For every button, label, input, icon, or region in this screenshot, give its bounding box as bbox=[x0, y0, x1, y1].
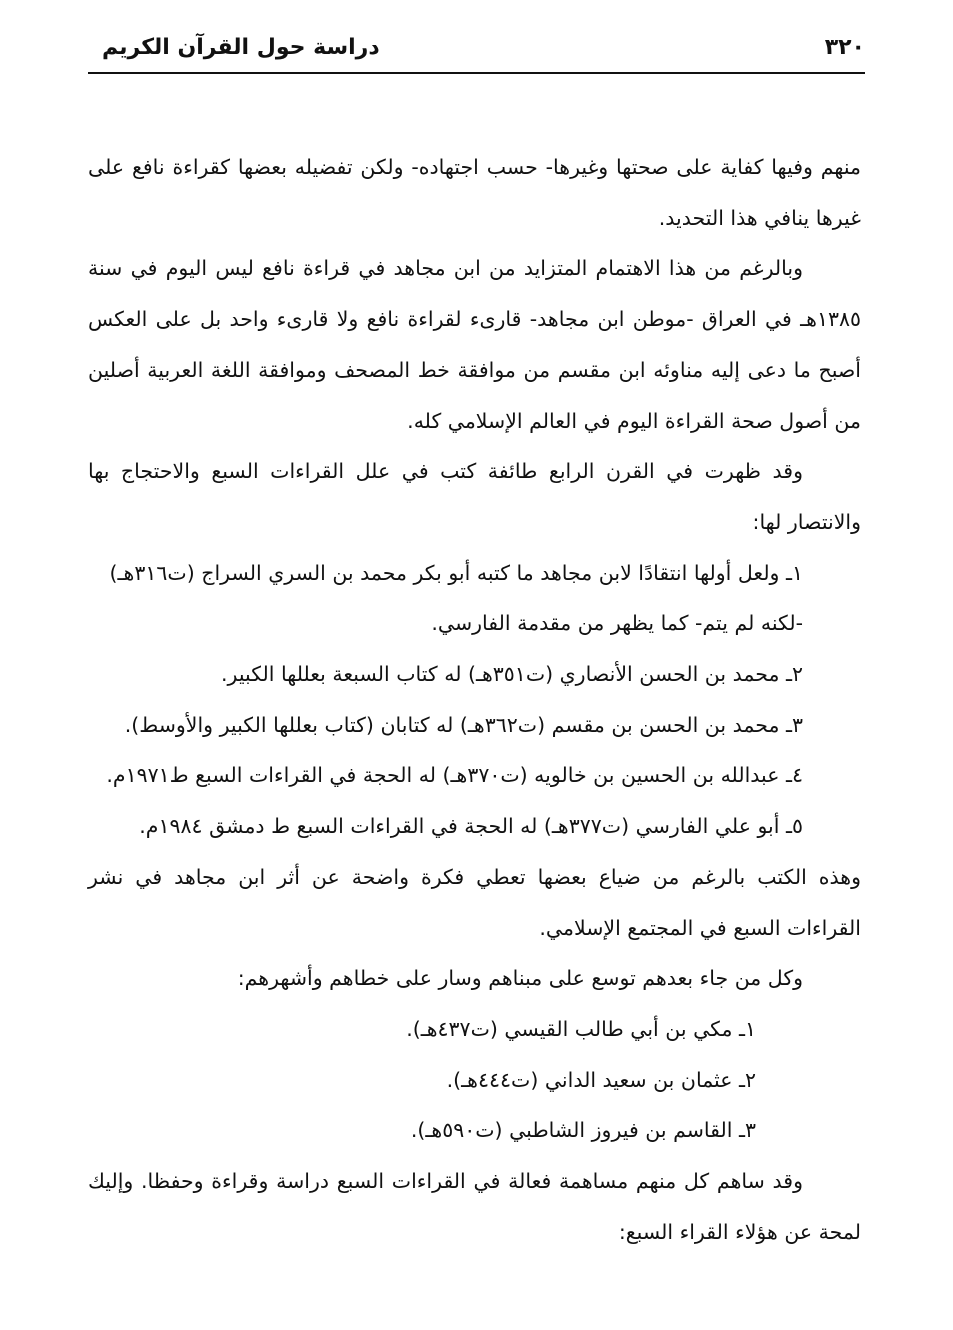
paragraph-books-summary: وهذه الكتب بالرغم من ضياع بعضها تعطي فكرة واضحة عن أثر ابن مجاهد في نشر القراءات السبع في المجتمع الإسلامي. bbox=[88, 864, 861, 940]
body-text bbox=[88, 142, 861, 1257]
paragraph-fourth-century-books: وقد ظهرت في القرن الرابع طائفة كتب في علل القراءات السبع والاحتجاج بها والانتصار لها: bbox=[88, 459, 861, 534]
paragraph-conclusion: وقد ساهم كل منهم مساهمة فعالة في القراءات السبع دراسة وقراءة وحفظا. وإليك لمحة عن هؤلاء القراء السبع: bbox=[88, 1169, 861, 1244]
list-item-1 bbox=[88, 548, 861, 649]
list-item-4: ٤ـ عبدالله بن الحسين بن خالويه (ت٣٧٠هـ) له الحجة في القراءات السبع ط١٩٧١م. bbox=[106, 763, 803, 788]
list-item-2: ٢ـ محمد بن الحسن الأنصاري (ت٣٥١هـ) له كتاب السبعة بعللها الكبير. bbox=[221, 662, 803, 687]
running-title: دراسة حول القرآن الكريم bbox=[102, 35, 380, 60]
header-divider bbox=[88, 72, 865, 74]
list-item-3: ٣ـ محمد بن الحسن بن مقسم (ت٣٦٢هـ) له كتابان (كتاب بعللها الكبير والأوسط). bbox=[124, 712, 803, 737]
paragraph-nafi-reading: وبالرغم من هذا الاهتمام المتزايد من ابن مجاهد في قراءة نافع ليس اليوم في سنة ١٣٨٥هـ في العراق -موطن ابن مجاهد- قارىء لقراءة نافع ولا قارىء واحد بل على العكس أصبح ما دعى إليه مناوئه ابن مقسم من موافقة خط المصحف وموافقة اللغة العربية أصلين من أصول صحة القراءة اليوم في العالم الإسلامي كله. bbox=[88, 256, 861, 433]
successor-item-2: ٢ـ عثمان بن سعيد الداني (ت٤٤٤هـ). bbox=[446, 1067, 756, 1092]
page-number: ٣٢٠ bbox=[824, 35, 865, 60]
successor-item-1: ١ـ مكي بن أبي طالب القيسي (ت٤٣٧هـ). bbox=[406, 1016, 756, 1041]
list-item-1-line-1: ١ـ ولعل أولها انتقادًا لابن مجاهد ما كتبه أبو بكر محمد بن السري السراج (ت٣١٦هـ) bbox=[109, 560, 803, 585]
page-header bbox=[88, 28, 865, 68]
list-item-1-line-2: -لكنه لم يتم- كما يظهر من مقدمة الفارسي. bbox=[431, 611, 803, 636]
paragraph-continuation: منهم وفيها كفاية على صحتها وغيرها- حسب اجتهاده- ولكن تفضيله بعضها كقراءة نافع على غيرها ينافي هذا التحديد. bbox=[88, 155, 861, 230]
successor-item-3: ٣ـ القاسم بن فيروز الشاطبي (ت٥٩٠هـ). bbox=[410, 1118, 756, 1143]
paragraph-successors: وكل من جاء بعدهم توسع على مبناهم وسار على خطاهم وأشهرهم: bbox=[237, 966, 803, 991]
list-item-5: ٥ـ أبو علي الفارسي (ت٣٧٧هـ) له الحجة في القراءات السبع ط دمشق ١٩٨٤م. bbox=[139, 814, 803, 839]
